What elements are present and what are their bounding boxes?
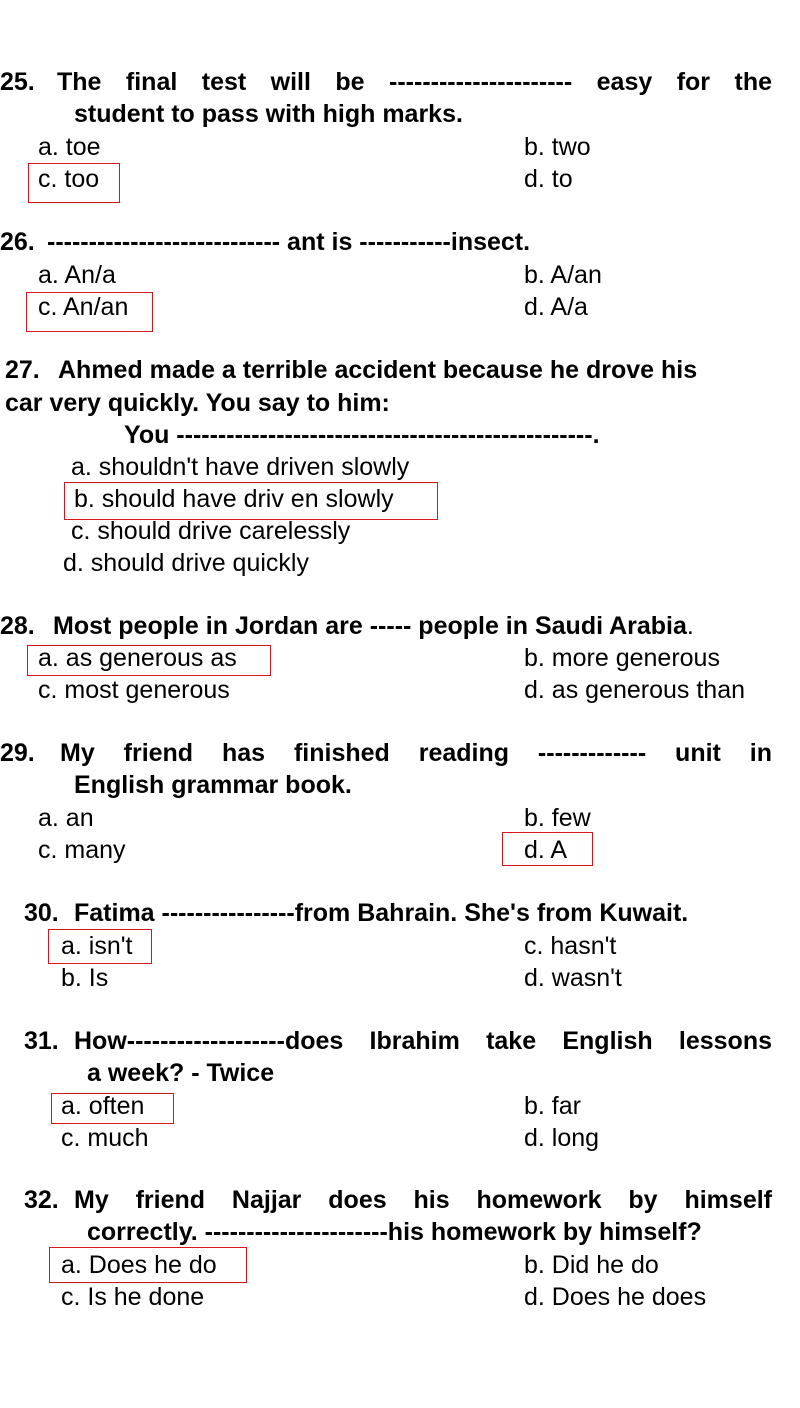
q32-text-line2: correctly. ----------------------his homework by himself? — [87, 1218, 702, 1246]
q29-option-d[interactable]: d. A — [524, 836, 568, 864]
q29-option-b[interactable]: b. few — [524, 804, 591, 832]
q29-number: 29. — [0, 739, 35, 767]
q32-number: 32. — [24, 1186, 59, 1214]
q28-number: 28. — [0, 612, 35, 640]
q32-option-d[interactable]: d. Does he does — [524, 1283, 707, 1311]
q31-option-d[interactable]: d. long — [524, 1124, 600, 1152]
q27-option-d[interactable]: d. should drive quickly — [63, 549, 309, 577]
q28-text-main: Most people in Jordan are ----- people in Saudi Arabia — [53, 612, 687, 640]
q25-option-d[interactable]: d. to — [524, 165, 573, 193]
q25-answer-box — [28, 163, 120, 203]
q27-answer-box — [64, 482, 438, 520]
q30-number: 30. — [24, 899, 59, 927]
q30-option-d[interactable]: d. wasn't — [524, 964, 622, 992]
q30-option-b[interactable]: b. Is — [61, 964, 109, 992]
q31-option-a[interactable]: a. often — [61, 1092, 145, 1120]
q27-option-a[interactable]: a. shouldn't have driven slowly — [71, 453, 410, 481]
q29-answer-box — [502, 832, 593, 866]
q32-option-c[interactable]: c. Is he done — [61, 1283, 205, 1311]
q27-number: 27. — [5, 356, 40, 384]
q29-option-a[interactable]: a. an — [38, 804, 94, 832]
q25-option-c[interactable]: c. too — [38, 165, 100, 193]
q27-option-c[interactable]: c. should drive carelessly — [71, 517, 351, 545]
q25-text-line1: The final test will be ---------------------- easy for the — [57, 68, 772, 96]
q30-text-line1: Fatima ----------------from Bahrain. She's from Kuwait. — [74, 899, 689, 927]
q31-answer-box — [51, 1093, 174, 1124]
q28-text-line1 — [53, 610, 694, 642]
q32-option-a[interactable]: a. Does he do — [61, 1251, 217, 1279]
q31-number: 31. — [24, 1027, 59, 1055]
q32-text-line1: My friend Najjar does his homework by himself — [74, 1186, 772, 1214]
q27-text-line2: car very quickly. You say to him: — [5, 389, 390, 417]
q29-option-c[interactable]: c. many — [38, 836, 126, 864]
q27-text-line1: Ahmed made a terrible accident because he drove his — [58, 356, 698, 384]
q27-text-line3: You --------------------------------------------------. — [124, 421, 600, 449]
q31-text-line2: a week? - Twice — [87, 1059, 275, 1087]
q28-answer-box — [27, 645, 271, 676]
q28-option-c[interactable]: c. most generous — [38, 676, 230, 704]
q28-option-b[interactable]: b. more generous — [524, 644, 720, 672]
q29-text-line2: English grammar book. — [74, 771, 352, 799]
q26-answer-box — [26, 292, 153, 332]
q32-answer-box — [49, 1247, 247, 1283]
q30-option-a[interactable]: a. isn't — [61, 932, 133, 960]
q30-answer-box — [48, 929, 152, 964]
q31-option-c[interactable]: c. much — [61, 1124, 149, 1152]
q27-option-b[interactable]: b. should have driv en slowly — [74, 485, 394, 513]
q30-option-c[interactable]: c. hasn't — [524, 932, 617, 960]
q26-number: 26. — [0, 228, 35, 256]
q31-option-b[interactable]: b. far — [524, 1092, 581, 1120]
q31-text-line1: How-------------------does Ibrahim take English lessons — [74, 1027, 772, 1055]
q26-option-a[interactable]: a. An/a — [38, 261, 116, 289]
q26-text-line1: ---------------------------- ant is -----------insect. — [47, 228, 531, 256]
q25-text-line2: student to pass with high marks. — [74, 100, 463, 128]
q26-option-d[interactable]: d. A/a — [524, 293, 588, 321]
q29-text-line1: My friend has finished reading ------------- unit in — [60, 739, 772, 767]
q28-option-a[interactable]: a. as generous as — [38, 644, 237, 672]
q32-option-b[interactable]: b. Did he do — [524, 1251, 659, 1279]
q26-option-c[interactable]: c. An/an — [38, 293, 129, 321]
q26-option-b[interactable]: b. A/an — [524, 261, 602, 289]
q25-option-b[interactable]: b. two — [524, 133, 591, 161]
q25-option-a[interactable]: a. toe — [38, 133, 101, 161]
q28-option-d[interactable]: d. as generous than — [524, 676, 745, 704]
q25-number: 25. — [0, 68, 35, 96]
q28-text-period: . — [686, 612, 694, 640]
